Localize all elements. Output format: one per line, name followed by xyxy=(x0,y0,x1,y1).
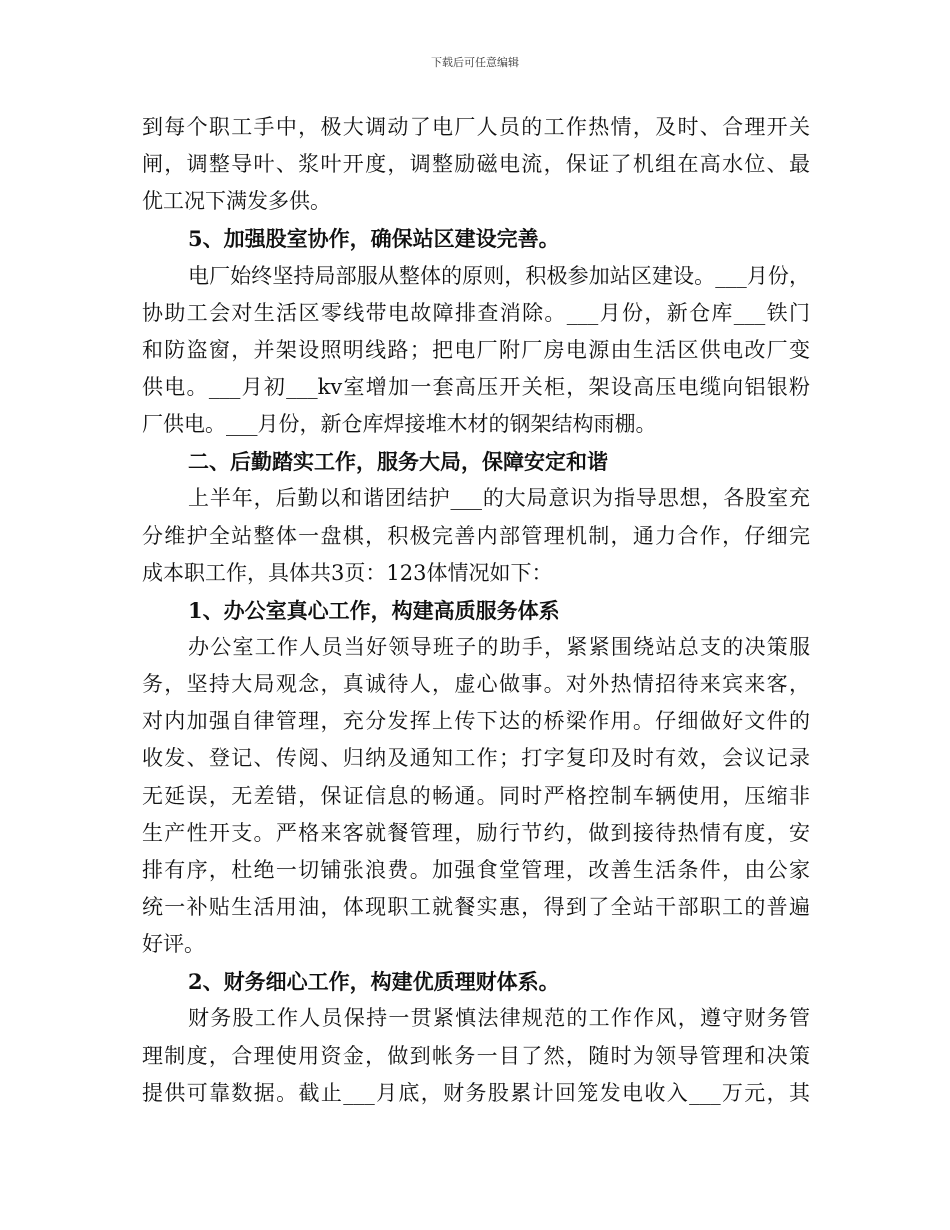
paragraph-line: 好评。 xyxy=(142,932,205,957)
paragraph-line: 分维护全站整体一盘棋，积极完善内部管理机制，通力合作，仔细完 xyxy=(142,523,810,548)
section-heading: 2、财务细心工作，构建优质理财体系。 xyxy=(188,969,560,995)
document-body xyxy=(142,109,810,1112)
paragraph-line: 供电。___月初___kv室增加一套高压开关柜，架设高压电缆向铝银粉 xyxy=(142,374,810,399)
section-heading: 1、办公室真心工作，构建高质服务体系 xyxy=(188,597,560,623)
paragraph-line: 办公室工作人员当好领导班子的助手，紧紧围绕站总支的决策服 xyxy=(188,634,810,659)
paragraph-line: 电厂始终坚持局部服从整体的原则，积极参加站区建设。___月份， xyxy=(188,263,810,288)
paragraph-line: 成本职工作，具体共3页：123体情况如下： xyxy=(142,560,553,585)
paragraph-line: 务，坚持大局观念，真诚待人，虚心做事。对外热情招待来宾来客， xyxy=(142,672,810,697)
paragraph-line: 无延误，无差错，保证信息的畅通。同时严格控制车辆使用，压缩非 xyxy=(142,783,810,808)
paragraph-line: 闸，调整导叶、浆叶开度，调整励磁电流，保证了机组在高水位、最 xyxy=(142,152,810,177)
paragraph-line: 财务股工作人员保持一贯紧慎法律规范的工作作风，遵守财务管 xyxy=(188,1006,810,1031)
paragraph-line: 到每个职工手中，极大调动了电厂人员的工作热情，及时、合理开关 xyxy=(142,115,810,139)
paragraph-line: 理制度，合理使用资金，做到帐务一目了然，随时为领导管理和决策 xyxy=(142,1043,810,1068)
page-header: 下载后可任意编辑 xyxy=(431,56,519,69)
paragraph-line: 协助工会对生活区零线带电故障排查消除。___月份，新仓库___铁门 xyxy=(142,300,810,325)
paragraph-line: 上半年，后勤以和谐团结护___的大局意识为指导思想，各股室充 xyxy=(188,486,810,511)
paragraph-line: 排有序，杜绝一切铺张浪费。加强食堂管理，改善生活条件，由公家 xyxy=(142,857,810,882)
paragraph-line: 和防盗窗，并架设照明线路；把电厂附厂房电源由生活区供电改厂变 xyxy=(142,337,810,362)
paragraph-line: 收发、登记、传阅、归纳及通知工作；打字复印及时有效，会议记录 xyxy=(142,746,810,771)
paragraph-line: 厂供电。___月份，新仓库焊接堆木材的钢架结构雨棚。 xyxy=(142,412,657,437)
paragraph-line: 生产性开支。严格来客就餐管理，励行节约，做到接待热情有度，安 xyxy=(142,820,810,845)
paragraph-line: 对内加强自律管理，充分发挥上传下达的桥梁作用。仔细做好文件的 xyxy=(142,709,810,734)
paragraph-line: 统一补贴生活用油，体现职工就餐实惠，得到了全站干部职工的普遍 xyxy=(142,894,810,919)
paragraph-line: 提供可靠数据。截止___月底，财务股累计回笼发电收入___万元，其 xyxy=(142,1080,810,1105)
section-heading: 5、加强股室协作，确保站区建设完善。 xyxy=(188,226,560,252)
section-heading: 二、后勤踏实工作，服务大局，保障安定和谐 xyxy=(188,449,608,475)
paragraph-line: 优工况下满发多供。 xyxy=(142,189,331,214)
